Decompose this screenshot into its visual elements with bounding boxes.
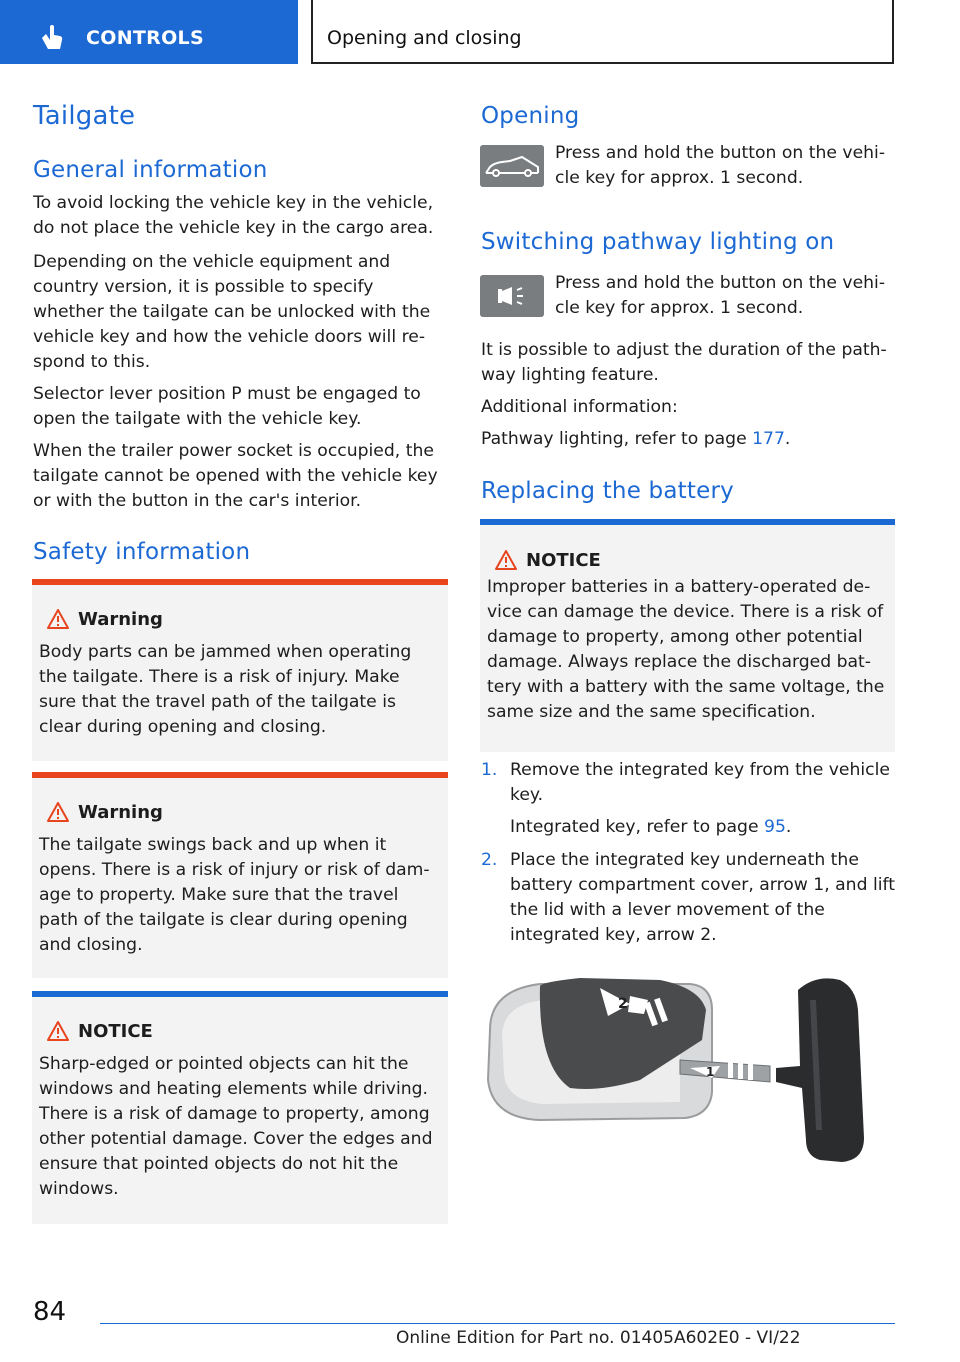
step-ref-text: Integrated key, refer to page — [510, 817, 765, 837]
step-number: 1. — [481, 760, 498, 780]
warning-triangle-icon — [47, 609, 69, 629]
general-info-paragraph-3: Selector lever position P must be engaged to open the tailgate with the vehicle key. — [33, 384, 421, 429]
battery-heading: Replacing the battery — [481, 478, 734, 504]
chapter-header — [311, 0, 894, 64]
pathway-light-icon — [480, 275, 544, 317]
warning-callout-1 — [32, 579, 448, 761]
pathway-paragraph-2: Additional information: — [481, 397, 678, 417]
notice-bar — [32, 991, 448, 997]
arrow-label-1: 1 — [706, 1065, 715, 1079]
key-battery-illustration — [480, 970, 880, 1170]
notice-text: Improper batteries in a battery-operated de-vice can damage the device. There is a risk of damage to property, among other potential damage. Always replace the discharged bat-tery with a battery with the same voltage, the same size and the same specification. — [487, 577, 885, 722]
warning-bar — [32, 772, 448, 778]
general-info-paragraph-2: Depending on the vehicle equipment and country version, it is possible to specify whether the tailgate can be unlocked with the vehicle key and how the vehicle doors will re-spond to this. — [33, 252, 431, 372]
notice-callout-right — [480, 519, 895, 752]
chapter-title: Opening and closing — [327, 27, 522, 49]
warning-triangle-icon — [47, 1021, 69, 1041]
section-tab[interactable] — [0, 0, 298, 64]
pathway-paragraph-1: It is possible to adjust the duration of the path-way lighting feature. — [481, 340, 887, 385]
pathway-reference — [481, 427, 895, 452]
general-info-paragraph-4: When the trailer power socket is occupied, the tailgate cannot be opened with the vehicle key or with the button in the car's interior. — [33, 441, 438, 511]
step-ref-page-link[interactable]: 95 — [764, 817, 786, 837]
pathway-ref-page-link[interactable]: 177 — [752, 429, 785, 449]
notice-bar — [480, 519, 895, 525]
warning-bar — [32, 579, 448, 585]
notice-title: NOTICE — [526, 550, 601, 571]
notice-text: Sharp-edged or pointed objects can hit the windows and heating elements while driving. There is a risk of damage to property, among other potential damage. Cover the edges and ensure that pointed objects do not hit the windows. — [39, 1054, 433, 1199]
step-text: Place the integrated key underneath the battery compartment cover, arrow 1, and lift the lid with a lever movement of the integrated key, arrow 2. — [510, 850, 895, 945]
notice-callout-left — [32, 991, 448, 1224]
safety-info-heading: Safety information — [33, 539, 251, 565]
pathway-ref-end: . — [784, 429, 791, 449]
warning-title: Warning — [78, 609, 163, 630]
hand-pointer-icon — [38, 24, 64, 50]
step-text: Remove the integrated key from the vehicle key. — [510, 760, 890, 805]
notice-title: NOTICE — [78, 1021, 153, 1042]
warning-title: Warning — [78, 802, 163, 823]
step-ref-end: . — [785, 817, 792, 837]
step-number: 2. — [481, 850, 498, 870]
arrow-label-2: 2 — [618, 996, 628, 1012]
warning-text: The tailgate swings back and up when it opens. There is a risk of injury or risk of dam-age to property. Make sure that the travel path of the tailgate is clear during opening and closing. — [39, 835, 430, 955]
car-tailgate-icon — [480, 145, 544, 187]
warning-triangle-icon — [495, 550, 517, 570]
warning-triangle-icon — [47, 802, 69, 822]
page-number: 84 — [33, 1297, 67, 1327]
pathway-ref-text: Pathway lighting, refer to page — [481, 429, 753, 449]
section-title: CONTROLS — [86, 27, 204, 49]
opening-text: Press and hold the button on the vehi-cle key for approx. 1 second. — [555, 143, 886, 188]
pathway-heading: Switching pathway lighting on — [481, 229, 835, 255]
footer-edition: Online Edition for Part no. 01405A602E0 - VI/22 — [396, 1328, 801, 1348]
warning-callout-2 — [32, 772, 448, 978]
general-info-heading: General information — [33, 157, 268, 183]
page-title: Tailgate — [33, 101, 136, 131]
general-info-paragraph-1: To avoid locking the vehicle key in the vehicle, do not place the vehicle key in the cargo area. — [33, 193, 434, 238]
step-reference — [510, 815, 895, 840]
footer-divider — [100, 1323, 895, 1324]
pathway-text: Press and hold the button on the vehi-cle key for approx. 1 second. — [555, 273, 886, 318]
opening-heading: Opening — [481, 103, 580, 129]
warning-text: Body parts can be jammed when operating the tailgate. There is a risk of injury. Make sure that the travel path of the tailgate is clear during opening and closing. — [39, 642, 412, 737]
